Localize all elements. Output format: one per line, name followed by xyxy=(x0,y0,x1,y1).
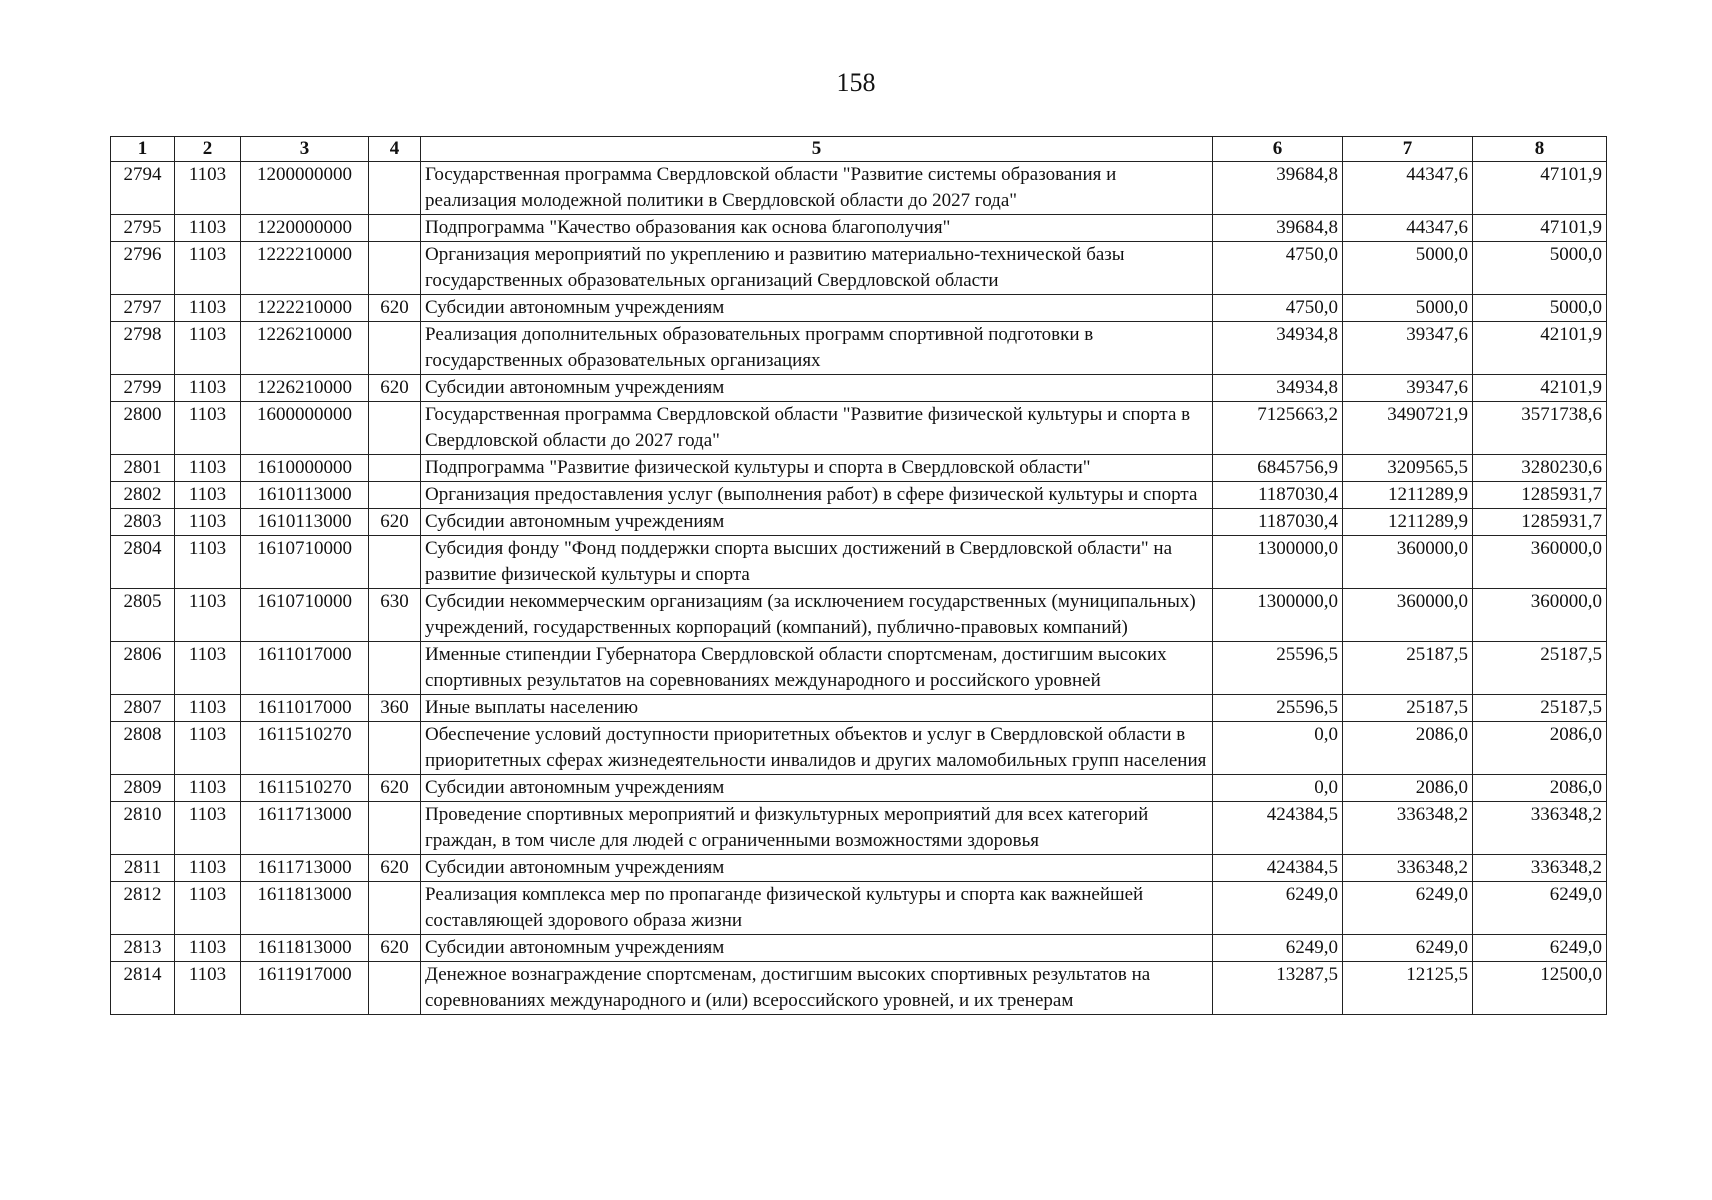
item-name: Подпрограмма "Качество образования как основа благополучия" xyxy=(421,215,1213,242)
target-article-code: 1611017000 xyxy=(241,695,369,722)
table-row xyxy=(111,509,1607,536)
amount-year-3: 3280230,6 xyxy=(1473,455,1607,482)
amount-year-1: 0,0 xyxy=(1213,775,1343,802)
amount-year-1: 6249,0 xyxy=(1213,935,1343,962)
amount-year-3: 1285931,7 xyxy=(1473,482,1607,509)
row-number: 2812 xyxy=(111,882,175,935)
table-row xyxy=(111,962,1607,1015)
section-code: 1103 xyxy=(175,775,241,802)
amount-year-1: 1187030,4 xyxy=(1213,482,1343,509)
target-article-code: 1610710000 xyxy=(241,589,369,642)
target-article-code: 1600000000 xyxy=(241,402,369,455)
target-article-code: 1611813000 xyxy=(241,935,369,962)
target-article-code: 1222210000 xyxy=(241,242,369,295)
expense-type-code xyxy=(369,642,421,695)
item-name: Организация предоставления услуг (выполнения работ) в сфере физической культуры и спорта xyxy=(421,482,1213,509)
col-header-8: 8 xyxy=(1473,137,1607,162)
amount-year-3: 3571738,6 xyxy=(1473,402,1607,455)
target-article-code: 1610113000 xyxy=(241,482,369,509)
page-number: 158 xyxy=(836,68,876,97)
amount-year-3: 47101,9 xyxy=(1473,162,1607,215)
amount-year-1: 0,0 xyxy=(1213,722,1343,775)
amount-year-3: 12500,0 xyxy=(1473,962,1607,1015)
row-number: 2798 xyxy=(111,322,175,375)
target-article-code: 1610710000 xyxy=(241,536,369,589)
amount-year-2: 39347,6 xyxy=(1343,322,1473,375)
header-row xyxy=(111,137,1607,162)
item-name: Субсидии некоммерческим организациям (за исключением государственных (муниципальных) учреждений, государственных корпораций (компаний), публично-правовых компаний) xyxy=(421,589,1213,642)
item-name: Субсидии автономным учреждениям xyxy=(421,295,1213,322)
amount-year-3: 2086,0 xyxy=(1473,775,1607,802)
amount-year-2: 1211289,9 xyxy=(1343,482,1473,509)
row-number: 2794 xyxy=(111,162,175,215)
section-code: 1103 xyxy=(175,215,241,242)
target-article-code: 1222210000 xyxy=(241,295,369,322)
target-article-code: 1611813000 xyxy=(241,882,369,935)
amount-year-1: 4750,0 xyxy=(1213,295,1343,322)
section-code: 1103 xyxy=(175,402,241,455)
item-name: Именные стипендии Губернатора Свердловской области спортсменам, достигшим высоких спортивных результатов на соревнованиях международного и российского уровней xyxy=(421,642,1213,695)
expense-type-code xyxy=(369,482,421,509)
amount-year-1: 25596,5 xyxy=(1213,695,1343,722)
section-code: 1103 xyxy=(175,722,241,775)
col-header-1: 1 xyxy=(111,137,175,162)
target-article-code: 1611510270 xyxy=(241,722,369,775)
expense-type-code xyxy=(369,322,421,375)
row-number: 2799 xyxy=(111,375,175,402)
expense-type-code: 620 xyxy=(369,375,421,402)
amount-year-1: 39684,8 xyxy=(1213,215,1343,242)
item-name: Организация мероприятий по укреплению и развитию материально-технической базы государственных образовательных организаций Свердловской области xyxy=(421,242,1213,295)
row-number: 2807 xyxy=(111,695,175,722)
row-number: 2800 xyxy=(111,402,175,455)
item-name: Денежное вознаграждение спортсменам, достигшим высоких спортивных результатов на соревнованиях международного и (или) всероссийского уровней, и их тренерам xyxy=(421,962,1213,1015)
row-number: 2805 xyxy=(111,589,175,642)
amount-year-1: 13287,5 xyxy=(1213,962,1343,1015)
section-code: 1103 xyxy=(175,695,241,722)
row-number: 2802 xyxy=(111,482,175,509)
amount-year-3: 25187,5 xyxy=(1473,695,1607,722)
amount-year-1: 34934,8 xyxy=(1213,375,1343,402)
table-row xyxy=(111,722,1607,775)
budget-table xyxy=(110,136,1607,1015)
amount-year-1: 1187030,4 xyxy=(1213,509,1343,536)
target-article-code: 1226210000 xyxy=(241,375,369,402)
table-row xyxy=(111,162,1607,215)
amount-year-2: 44347,6 xyxy=(1343,215,1473,242)
table-row xyxy=(111,455,1607,482)
table-row xyxy=(111,402,1607,455)
expense-type-code: 620 xyxy=(369,295,421,322)
table-row xyxy=(111,375,1607,402)
row-number: 2813 xyxy=(111,935,175,962)
amount-year-2: 2086,0 xyxy=(1343,775,1473,802)
amount-year-2: 1211289,9 xyxy=(1343,509,1473,536)
amount-year-3: 5000,0 xyxy=(1473,242,1607,295)
expense-type-code: 620 xyxy=(369,855,421,882)
expense-type-code xyxy=(369,882,421,935)
table-row xyxy=(111,642,1607,695)
expense-type-code xyxy=(369,162,421,215)
section-code: 1103 xyxy=(175,642,241,695)
table-row xyxy=(111,882,1607,935)
amount-year-2: 12125,5 xyxy=(1343,962,1473,1015)
amount-year-2: 336348,2 xyxy=(1343,802,1473,855)
col-header-7: 7 xyxy=(1343,137,1473,162)
expense-type-code xyxy=(369,802,421,855)
amount-year-1: 4750,0 xyxy=(1213,242,1343,295)
row-number: 2809 xyxy=(111,775,175,802)
table-row xyxy=(111,482,1607,509)
target-article-code: 1611510270 xyxy=(241,775,369,802)
section-code: 1103 xyxy=(175,162,241,215)
item-name: Субсидии автономным учреждениям xyxy=(421,855,1213,882)
table-row xyxy=(111,695,1607,722)
table-row xyxy=(111,295,1607,322)
target-article-code: 1226210000 xyxy=(241,322,369,375)
expense-type-code xyxy=(369,722,421,775)
col-header-2: 2 xyxy=(175,137,241,162)
section-code: 1103 xyxy=(175,855,241,882)
expense-type-code: 620 xyxy=(369,935,421,962)
amount-year-1: 7125663,2 xyxy=(1213,402,1343,455)
section-code: 1103 xyxy=(175,482,241,509)
item-name: Государственная программа Свердловской области "Развитие системы образования и реализация молодежной политики в Свердловской области до 2027 года" xyxy=(421,162,1213,215)
target-article-code: 1220000000 xyxy=(241,215,369,242)
expense-type-code: 620 xyxy=(369,509,421,536)
item-name: Реализация дополнительных образовательных программ спортивной подготовки в государственных образовательных организациях xyxy=(421,322,1213,375)
expense-type-code xyxy=(369,536,421,589)
amount-year-1: 34934,8 xyxy=(1213,322,1343,375)
amount-year-1: 1300000,0 xyxy=(1213,536,1343,589)
target-article-code: 1611713000 xyxy=(241,802,369,855)
expense-type-code: 630 xyxy=(369,589,421,642)
item-name: Субсидии автономным учреждениям xyxy=(421,375,1213,402)
row-number: 2797 xyxy=(111,295,175,322)
amount-year-3: 42101,9 xyxy=(1473,375,1607,402)
target-article-code: 1611917000 xyxy=(241,962,369,1015)
table-row xyxy=(111,935,1607,962)
table-body xyxy=(111,162,1607,1015)
expense-type-code xyxy=(369,455,421,482)
expense-type-code: 620 xyxy=(369,775,421,802)
table-row xyxy=(111,775,1607,802)
amount-year-3: 2086,0 xyxy=(1473,722,1607,775)
row-number: 2796 xyxy=(111,242,175,295)
target-article-code: 1610000000 xyxy=(241,455,369,482)
row-number: 2795 xyxy=(111,215,175,242)
section-code: 1103 xyxy=(175,242,241,295)
target-article-code: 1611017000 xyxy=(241,642,369,695)
amount-year-1: 6845756,9 xyxy=(1213,455,1343,482)
amount-year-3: 360000,0 xyxy=(1473,536,1607,589)
target-article-code: 1200000000 xyxy=(241,162,369,215)
amount-year-2: 3209565,5 xyxy=(1343,455,1473,482)
amount-year-3: 42101,9 xyxy=(1473,322,1607,375)
row-number: 2808 xyxy=(111,722,175,775)
section-code: 1103 xyxy=(175,509,241,536)
amount-year-2: 6249,0 xyxy=(1343,935,1473,962)
row-number: 2814 xyxy=(111,962,175,1015)
section-code: 1103 xyxy=(175,295,241,322)
row-number: 2810 xyxy=(111,802,175,855)
amount-year-2: 3490721,9 xyxy=(1343,402,1473,455)
section-code: 1103 xyxy=(175,802,241,855)
section-code: 1103 xyxy=(175,375,241,402)
section-code: 1103 xyxy=(175,935,241,962)
amount-year-2: 5000,0 xyxy=(1343,242,1473,295)
item-name: Субсидия фонду "Фонд поддержки спорта высших достижений в Свердловской области" на развитие физической культуры и спорта xyxy=(421,536,1213,589)
item-name: Обеспечение условий доступности приоритетных объектов и услуг в Свердловской области в приоритетных сферах жизнедеятельности инвалидов и других маломобильных групп населения xyxy=(421,722,1213,775)
amount-year-2: 336348,2 xyxy=(1343,855,1473,882)
item-name: Иные выплаты населению xyxy=(421,695,1213,722)
section-code: 1103 xyxy=(175,882,241,935)
table-row xyxy=(111,215,1607,242)
amount-year-1: 6249,0 xyxy=(1213,882,1343,935)
expense-type-code: 360 xyxy=(369,695,421,722)
row-number: 2806 xyxy=(111,642,175,695)
expense-type-code xyxy=(369,402,421,455)
col-header-6: 6 xyxy=(1213,137,1343,162)
amount-year-2: 360000,0 xyxy=(1343,536,1473,589)
item-name: Реализация комплекса мер по пропаганде физической культуры и спорта как важнейшей составляющей здорового образа жизни xyxy=(421,882,1213,935)
section-code: 1103 xyxy=(175,322,241,375)
row-number: 2803 xyxy=(111,509,175,536)
section-code: 1103 xyxy=(175,589,241,642)
col-header-3: 3 xyxy=(241,137,369,162)
expense-type-code xyxy=(369,962,421,1015)
col-header-4: 4 xyxy=(369,137,421,162)
section-code: 1103 xyxy=(175,536,241,589)
row-number: 2801 xyxy=(111,455,175,482)
amount-year-2: 44347,6 xyxy=(1343,162,1473,215)
amount-year-1: 25596,5 xyxy=(1213,642,1343,695)
amount-year-2: 5000,0 xyxy=(1343,295,1473,322)
item-name: Государственная программа Свердловской области "Развитие физической культуры и спорта в Свердловской области до 2027 года" xyxy=(421,402,1213,455)
item-name: Подпрограмма "Развитие физической культуры и спорта в Свердловской области" xyxy=(421,455,1213,482)
amount-year-3: 25187,5 xyxy=(1473,642,1607,695)
amount-year-2: 39347,6 xyxy=(1343,375,1473,402)
amount-year-2: 360000,0 xyxy=(1343,589,1473,642)
table-row xyxy=(111,322,1607,375)
item-name: Субсидии автономным учреждениям xyxy=(421,935,1213,962)
amount-year-1: 424384,5 xyxy=(1213,855,1343,882)
table-row xyxy=(111,536,1607,589)
table-row xyxy=(111,589,1607,642)
amount-year-2: 25187,5 xyxy=(1343,695,1473,722)
expense-type-code xyxy=(369,242,421,295)
row-number: 2804 xyxy=(111,536,175,589)
amount-year-3: 1285931,7 xyxy=(1473,509,1607,536)
amount-year-3: 5000,0 xyxy=(1473,295,1607,322)
row-number: 2811 xyxy=(111,855,175,882)
amount-year-2: 6249,0 xyxy=(1343,882,1473,935)
section-code: 1103 xyxy=(175,455,241,482)
expense-type-code xyxy=(369,215,421,242)
target-article-code: 1611713000 xyxy=(241,855,369,882)
table-row xyxy=(111,855,1607,882)
amount-year-3: 6249,0 xyxy=(1473,882,1607,935)
amount-year-3: 360000,0 xyxy=(1473,589,1607,642)
section-code: 1103 xyxy=(175,962,241,1015)
amount-year-1: 424384,5 xyxy=(1213,802,1343,855)
item-name: Субсидии автономным учреждениям xyxy=(421,509,1213,536)
amount-year-2: 25187,5 xyxy=(1343,642,1473,695)
table-row xyxy=(111,242,1607,295)
amount-year-3: 47101,9 xyxy=(1473,215,1607,242)
amount-year-3: 336348,2 xyxy=(1473,802,1607,855)
amount-year-2: 2086,0 xyxy=(1343,722,1473,775)
amount-year-3: 336348,2 xyxy=(1473,855,1607,882)
amount-year-1: 39684,8 xyxy=(1213,162,1343,215)
item-name: Проведение спортивных мероприятий и физкультурных мероприятий для всех категорий граждан, в том числе для людей с ограниченными возможностями здоровья xyxy=(421,802,1213,855)
amount-year-3: 6249,0 xyxy=(1473,935,1607,962)
table-row xyxy=(111,802,1607,855)
col-header-5: 5 xyxy=(421,137,1213,162)
item-name: Субсидии автономным учреждениям xyxy=(421,775,1213,802)
target-article-code: 1610113000 xyxy=(241,509,369,536)
amount-year-1: 1300000,0 xyxy=(1213,589,1343,642)
